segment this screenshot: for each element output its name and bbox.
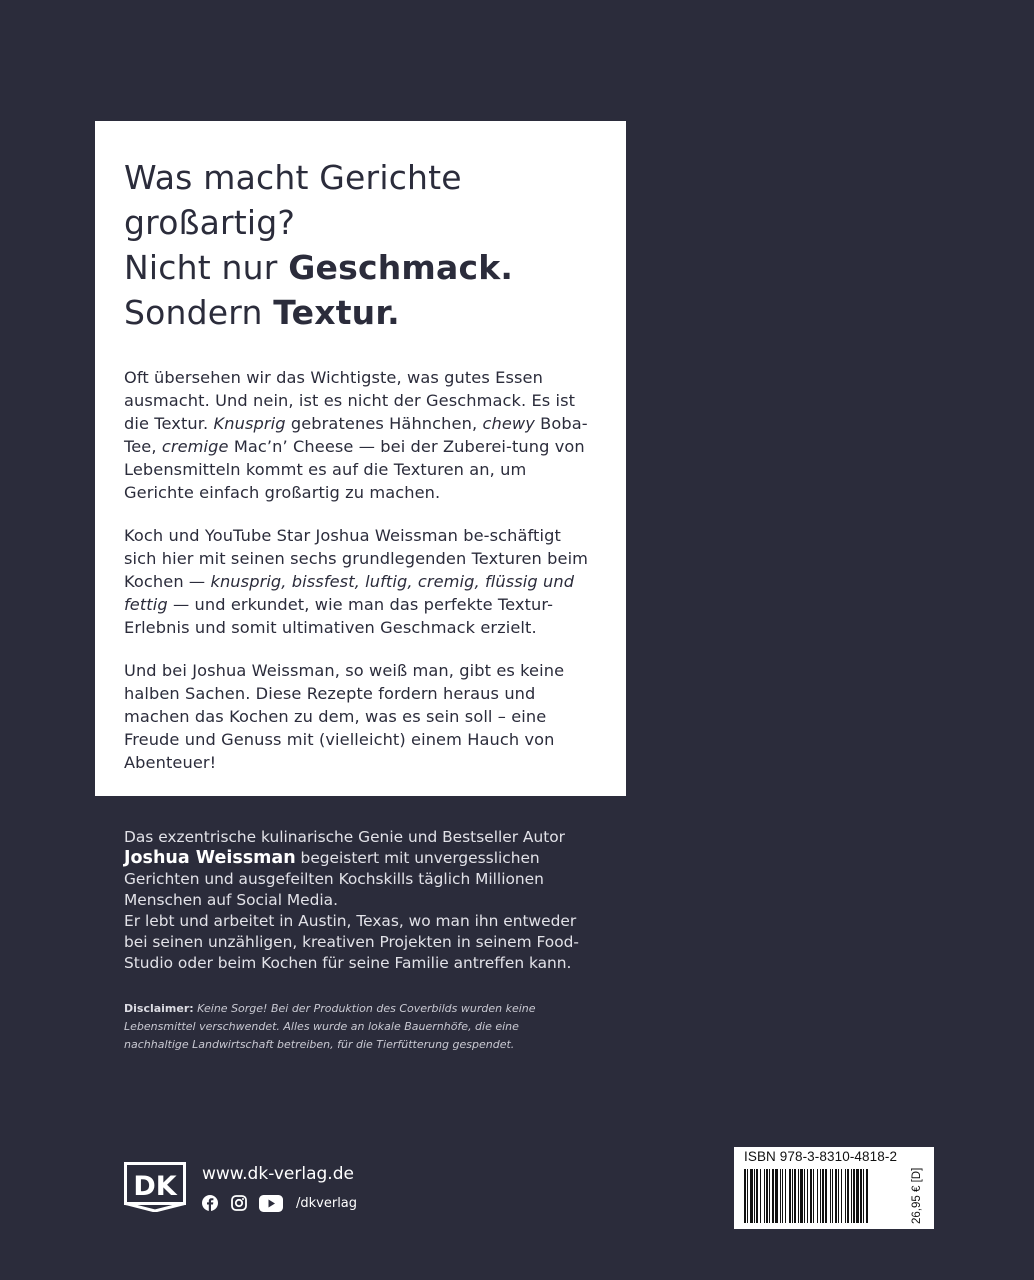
barcode-bar	[747, 1169, 748, 1223]
barcode-bar	[772, 1169, 774, 1223]
headline-2-text: Nicht nur	[124, 248, 289, 287]
disclaimer-label: Disclaimer:	[124, 1002, 194, 1015]
emphasis-text: knusprig, bissfest, luftig, cremig, flüssig und fettig	[124, 572, 575, 614]
barcode-bar	[866, 1169, 868, 1223]
emphasis-text: Knusprig	[213, 414, 286, 433]
headline-2-emphasis: Geschmack.	[288, 248, 514, 287]
headline-3-text: Sondern	[124, 293, 274, 332]
social-handle[interactable]: /dkverlag	[296, 1195, 358, 1211]
barcode-label	[734, 1147, 934, 1229]
author-bio	[124, 827, 604, 974]
barcode-bar	[800, 1169, 803, 1223]
instagram-icon[interactable]	[230, 1194, 248, 1212]
barcode-bar	[764, 1169, 765, 1223]
dk-logo	[124, 1162, 186, 1212]
barcode-bar	[851, 1169, 852, 1223]
headline-line-2	[124, 245, 598, 290]
barcode-bar	[832, 1169, 833, 1223]
barcode-bar	[807, 1169, 808, 1223]
disclaimer-text: Keine Sorge! Bei der Produktion des Coverbilds wurden keine Lebensmittel verschwendet. Alles wurde an lokale Bauernhöfe, die eine nachhaltige Landwirtschaft betreiben, für die Tierfütterung gespendet.	[124, 1002, 536, 1051]
barcode-bar	[769, 1169, 770, 1223]
publisher-url[interactable]: www.dk-verlag.de	[202, 1164, 354, 1184]
emphasis-text: cremige	[161, 437, 229, 456]
barcode-bar	[794, 1169, 796, 1223]
barcode-bar	[856, 1169, 859, 1223]
barcode-bar	[760, 1169, 761, 1223]
barcode-bar	[841, 1169, 842, 1223]
author-bio-location: Er lebt und arbeitet in Austin, Texas, wo man ihn entweder bei seinen unzähligen, kreativen Projekten in seinem Food-Studio oder beim Kochen für seine Familie antreffen kann.	[124, 912, 579, 972]
barcode-bar	[813, 1169, 814, 1223]
barcode-bar	[789, 1169, 791, 1223]
barcode-bar	[756, 1169, 758, 1223]
dk-logo-text: DK	[133, 1171, 177, 1202]
barcode-bar	[754, 1169, 755, 1223]
barcode-bar	[838, 1169, 839, 1223]
youtube-icon[interactable]	[259, 1194, 283, 1212]
author-bio-rest: begeistert mit unvergesslichen Gerichten und ausgefeilten Kochskills täglich Millionen Menschen auf Social Media.	[124, 849, 544, 909]
blurb-paragraph-1	[124, 366, 598, 504]
barcode-bar	[810, 1169, 812, 1223]
headline-line-3	[124, 290, 598, 335]
body-text: Mac’n’ Cheese — bei der Zuberei-tung von Lebensmitteln kommt es auf die Texturen an, um Gerichte einfach großartig zu machen.	[124, 437, 585, 502]
barcode-bar	[860, 1169, 862, 1223]
emphasis-text: chewy	[482, 414, 535, 433]
barcode-bar	[744, 1169, 746, 1223]
price-label: 26,95 € [D]	[911, 1167, 923, 1224]
barcode-bar	[820, 1169, 821, 1223]
barcode-bar	[847, 1169, 849, 1223]
social-links	[201, 1194, 357, 1212]
author-name: Joshua Weissman	[124, 848, 296, 868]
blurb-paragraph-3: Und bei Joshua Weissman, so weiß man, gibt es keine halben Sachen. Diese Rezepte fordern heraus und machen das Kochen zu dem, was es sein soll – eine Freude und Genuss mit (vielleicht) einem Hauch von Abenteuer!	[124, 661, 565, 772]
barcode-bar	[863, 1169, 864, 1223]
barcode-bar	[817, 1169, 818, 1223]
barcode-bar	[825, 1169, 827, 1223]
isbn-number: ISBN 978-3-8310-4818-2	[744, 1149, 898, 1164]
headline-3-emphasis: Textur.	[273, 293, 400, 332]
barcode-bar	[750, 1169, 753, 1223]
barcode-icon	[744, 1169, 907, 1223]
barcode-bar	[785, 1169, 786, 1223]
author-bio-intro: Das exzentrische kulinarische Genie und Bestseller Autor	[124, 828, 565, 846]
barcode-bar	[782, 1169, 783, 1223]
body-text: — und erkundet, wie man das perfekte Textur-Erlebnis und somit ultimativen Geschmack erzielt.	[124, 595, 554, 637]
barcode-bar	[822, 1169, 824, 1223]
facebook-icon[interactable]	[201, 1194, 219, 1212]
barcode-bar	[780, 1169, 781, 1223]
barcode-bar	[775, 1169, 778, 1223]
barcode-bar	[845, 1169, 846, 1223]
headline-question: Was macht Gerichte großartig?	[124, 158, 462, 242]
blurb-paragraph-2	[124, 524, 598, 639]
barcode-bar	[835, 1169, 837, 1223]
barcode-bar	[853, 1169, 855, 1223]
barcode-bar	[766, 1169, 768, 1223]
barcode-bar	[798, 1169, 799, 1223]
barcode-bar	[792, 1169, 793, 1223]
barcode-bar	[804, 1169, 805, 1223]
body-text: Boba-Tee,	[124, 414, 588, 456]
body-text: Oft übersehen wir das Wichtigste, was gutes Essen ausmacht. Und nein, ist es nicht der Geschmack. Es ist die Textur.	[124, 368, 576, 433]
body-text: gebratenes Hähnchen,	[285, 414, 483, 433]
barcode-bar	[830, 1169, 831, 1223]
body-text: Koch und YouTube Star Joshua Weissman be-schäftigt sich hier mit seinen sechs grundlegenden Texturen beim Kochen —	[124, 526, 589, 591]
disclaimer	[124, 1000, 564, 1054]
blurb-panel	[95, 121, 626, 796]
